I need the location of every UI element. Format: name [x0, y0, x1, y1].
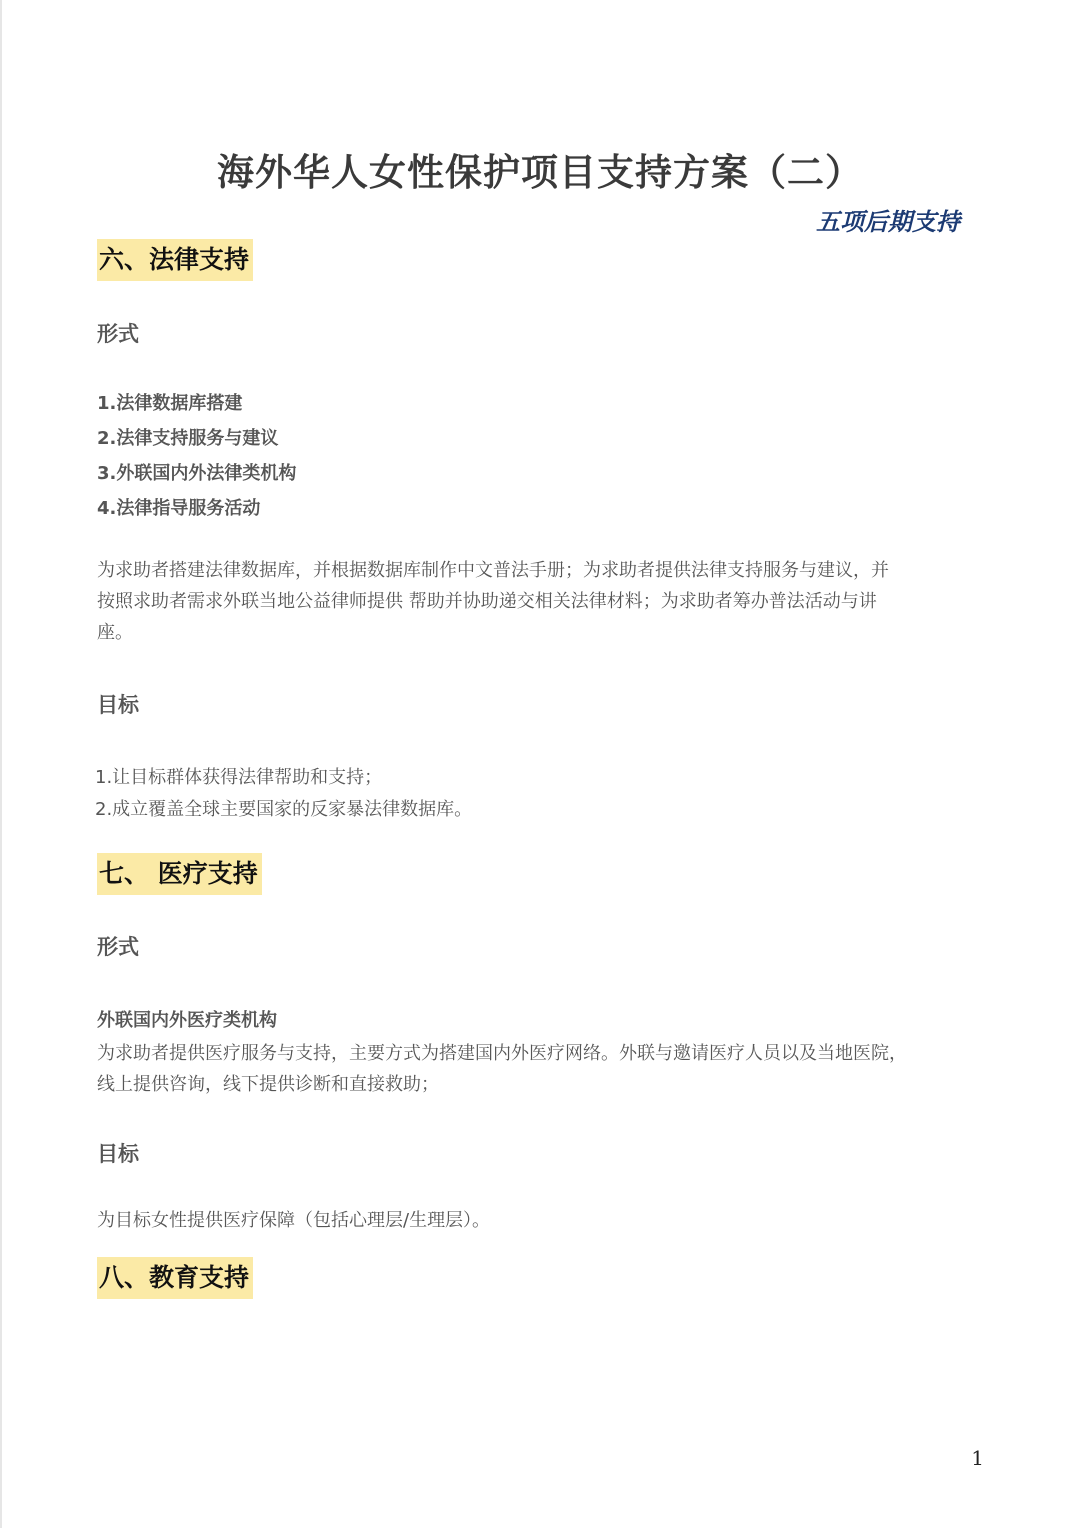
form-item-1: 1.法律数据库搭建 — [97, 393, 243, 414]
section-heading-legal: 六、法律支持 — [97, 239, 253, 281]
text-line: 座。 — [97, 622, 133, 643]
form-subheading-medical: 外联国内外医疗类机构 — [97, 1010, 277, 1031]
form-item-2: 2.法律支持服务与建议 — [97, 428, 279, 449]
text-line: 为求助者搭建法律数据库，并根据数据库制作中文普法手册；为求助者提供法律支持服务与建议，并 — [97, 560, 889, 581]
text-line: 为求助者提供医疗服务与支持，主要方式为搭建国内外医疗网络。外联与邀请医疗人员以及当地医院， — [97, 1043, 907, 1064]
text-line: 线上提供咨询，线下提供诊断和直接救助； — [97, 1074, 439, 1095]
section-heading-education: 八、教育支持 — [97, 1257, 253, 1299]
goal-label-legal: 目标 — [97, 693, 139, 717]
page-number: 1 — [971, 1446, 984, 1470]
document-subtitle: 五项后期支持 — [816, 208, 960, 236]
goal-item-1: 1.让目标群体获得法律帮助和支持； — [95, 767, 383, 788]
goal-text-medical: 为目标女性提供医疗保障（包括心理层/生理层）。 — [97, 1210, 491, 1231]
form-description-legal — [97, 555, 997, 648]
form-item-4: 4.法律指导服务活动 — [97, 498, 261, 519]
form-label-medical: 形式 — [97, 935, 139, 959]
page-edge — [0, 0, 2, 1528]
form-item-3: 3.外联国内外法律类机构 — [97, 463, 297, 484]
text-line: 按照求助者需求外联当地公益律师提供 帮助并协助递交相关法律材料；为求助者筹办普法活动与讲 — [97, 591, 877, 612]
form-description-medical — [97, 1038, 997, 1100]
goal-label-medical: 目标 — [97, 1142, 139, 1166]
goal-item-2: 2.成立覆盖全球主要国家的反家暴法律数据库。 — [95, 799, 473, 820]
document-title: 海外华人女性保护项目支持方案（二） — [217, 151, 863, 194]
section-heading-medical: 七、 医疗支持 — [97, 853, 262, 895]
form-label-legal: 形式 — [97, 322, 139, 346]
